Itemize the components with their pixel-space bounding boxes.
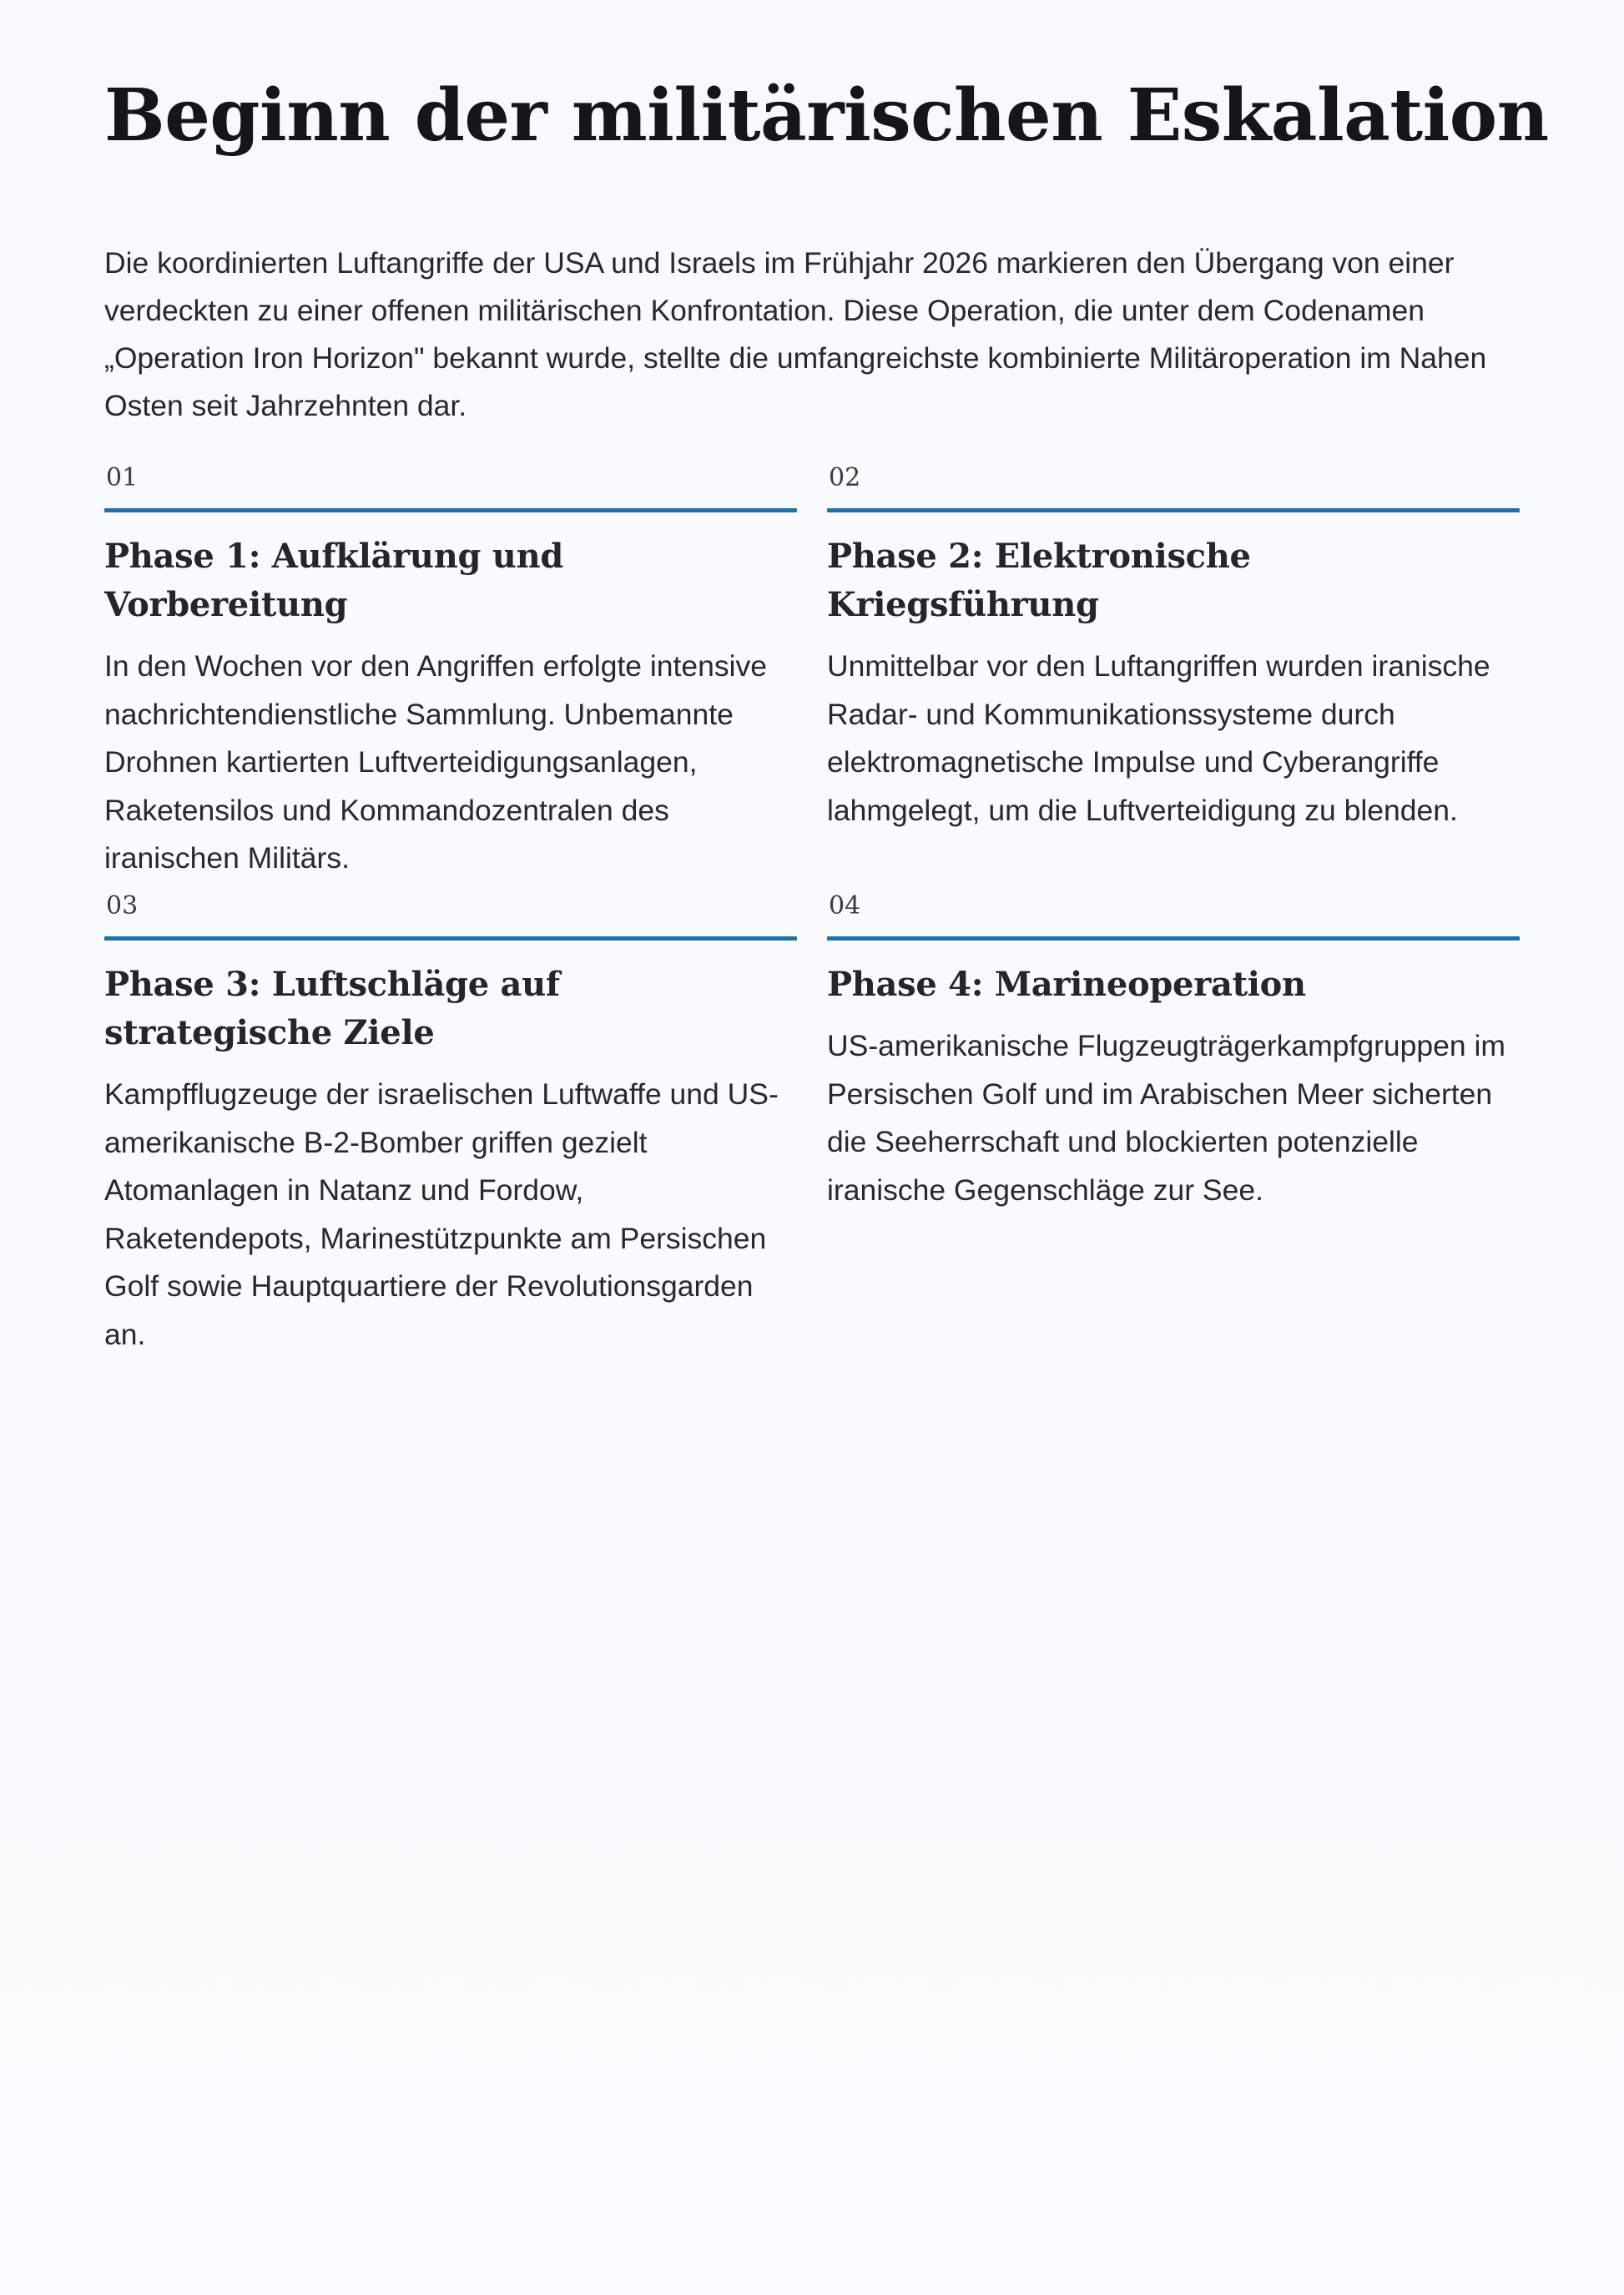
phase-number: 03 (106, 891, 139, 921)
phase-card (104, 463, 797, 883)
phase-card (827, 891, 1520, 1214)
phase-divider (827, 508, 1520, 512)
phase-description: Unmittelbar vor den Luftangriffen wurden iranische Radar- und Kommunikationssysteme durch elektromagnetische Impulse und Cyberangriffe lahmgelegt, um die Luftverteidigung zu blenden. (827, 649, 1490, 827)
phase-card (104, 891, 797, 1359)
phase-number: 02 (829, 463, 861, 492)
phase-number: 04 (829, 891, 861, 921)
phase-title: Phase 4: Marineoperation (827, 965, 1306, 1004)
page-title: Beginn der militärischen Eskalation (104, 73, 1549, 158)
phase-number: 01 (106, 463, 139, 492)
intro-paragraph: Die koordinierten Luftangriffe der USA und Israels im Frühjahr 2026 markieren den Übergang von einer verdeckten zu einer offenen militärischen Konfrontation. Diese Operation, die unter dem Codenamen „Operation Iron Horizon" bekannt wurde, stellte die umfangreichste kombinierte Militäroperation im Nahen Osten seit Jahrzehnten dar. (104, 246, 1487, 422)
phase-divider (104, 508, 797, 512)
phase-title: Phase 3: Luftschläge auf strategische Ziele (104, 965, 560, 1052)
phase-divider (827, 936, 1520, 941)
phase-title: Phase 2: Elektronische Kriegsführung (827, 537, 1251, 624)
phase-description: In den Wochen vor den Angriffen erfolgte intensive nachrichtendienstliche Sammlung. Unbemannte Drohnen kartierten Luftverteidigungsanlagen, Raketensilos und Kommandozentralen des iranischen Militärs. (104, 649, 768, 875)
phase-description: Kampfflugzeuge der israelischen Luftwaffe und US-amerikanische B-2-Bomber griffen gezielt Atomanlagen in Natanz und Fordow, Raketendepots, Marinestützpunkte am Persischen Golf sowie Hauptquartiere der Revolutionsgarden an. (104, 1077, 779, 1351)
phase-card (827, 463, 1520, 835)
phase-description: US-amerikanische Flugzeugträgerkampfgruppen im Persischen Golf und im Arabischen Meer sicherten die Seeherrschaft und blockierten potenzielle iranische Gegenschläge zur See. (827, 1029, 1505, 1207)
phase-title: Phase 1: Aufklärung und Vorbereitung (104, 537, 564, 624)
phase-divider (104, 936, 797, 941)
